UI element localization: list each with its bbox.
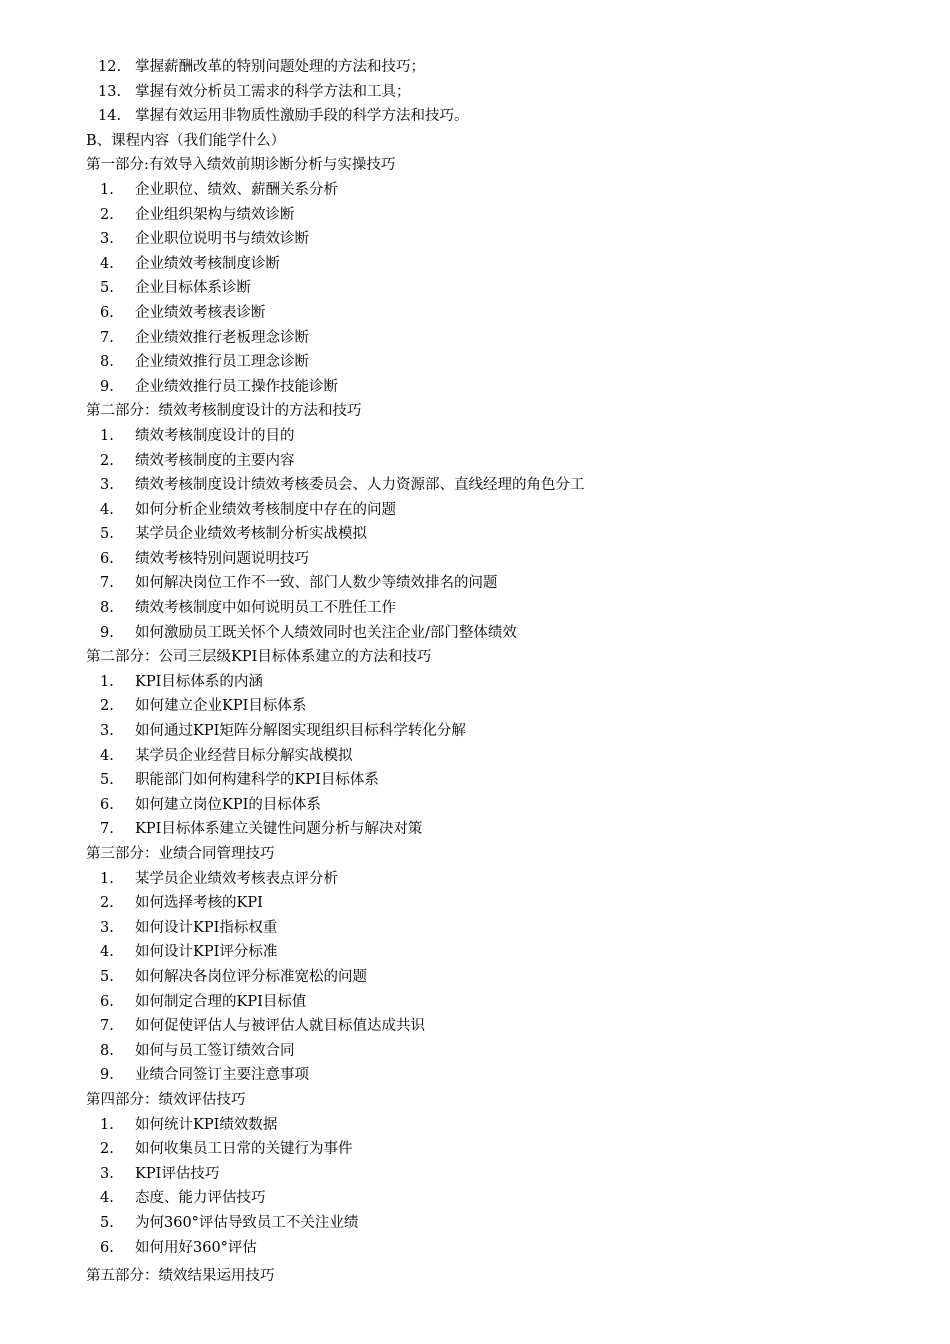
list-item — [86, 276, 926, 301]
list-item-text: 如何通过KPI矩阵分解图实现组织目标科学转化分解 — [135, 723, 466, 740]
list-item — [86, 965, 926, 990]
list-item-text: 态度、能力评估技巧 — [135, 1190, 266, 1207]
list-item-number: 12. — [98, 59, 122, 75]
list-item-text: 企业绩效考核表诊断 — [135, 304, 266, 321]
list-item-text: 如何选择考核的KPI — [135, 895, 263, 912]
list-item-text: 企业绩效考核制度诊断 — [135, 255, 280, 272]
list-item — [86, 768, 926, 793]
list-item — [86, 203, 926, 228]
list-item — [86, 916, 926, 941]
list-item-number: 1. — [100, 427, 114, 444]
document-body — [86, 55, 926, 1260]
list-item — [86, 571, 926, 596]
list-item-text: 如何建立企业KPI目标体系 — [135, 698, 307, 715]
list-item-number: 9. — [100, 624, 114, 641]
list-item-text: 企业目标体系诊断 — [135, 280, 251, 297]
list-item-text: 如何解决各岗位评分标准宽松的问题 — [135, 968, 367, 985]
list-item — [86, 326, 926, 351]
list-item-text: 企业绩效推行员工操作技能诊断 — [135, 378, 338, 395]
list-item-text: 如何制定合理的KPI目标值 — [135, 993, 307, 1010]
list-item — [86, 498, 926, 523]
list-item-number: 4. — [100, 255, 114, 272]
section-title: 第二部分：公司三层级KPI目标体系建立的方法和技巧 — [86, 649, 432, 666]
list-item-number: 2. — [100, 895, 114, 912]
list-item — [86, 694, 926, 719]
list-item-number: 1. — [100, 1116, 114, 1133]
list-item-text: 如何用好360°评估 — [135, 1239, 257, 1256]
list-item-text: 职能部门如何构建科学的KPI目标体系 — [135, 772, 379, 789]
list-item — [86, 104, 926, 129]
section-title: 第二部分：绩效考核制度设计的方法和技巧 — [86, 403, 362, 420]
list-item — [86, 252, 926, 277]
section-title: 第五部分：绩效结果运用技巧 — [86, 1268, 275, 1284]
list-item-number: 3. — [100, 723, 114, 740]
list-item — [86, 744, 926, 769]
list-item-text: 如何设计KPI指标权重 — [135, 919, 278, 936]
list-item-number: 6. — [100, 550, 114, 567]
list-item-text: 企业组织架构与绩效诊断 — [135, 206, 295, 223]
list-item-number: 5. — [100, 280, 114, 297]
list-item-number: 4. — [100, 944, 114, 961]
list-item-number: 5. — [100, 1214, 114, 1231]
course-content-heading: B、课程内容（我们能学什么） — [86, 132, 286, 149]
list-item — [86, 793, 926, 818]
list-item — [86, 473, 926, 498]
list-item-text: 企业绩效推行员工理念诊断 — [135, 354, 309, 371]
list-item-number: 7. — [100, 821, 114, 838]
list-item-number: 9. — [100, 378, 114, 395]
list-item-text: 如何促使评估人与被评估人就目标值达成共识 — [135, 1018, 425, 1035]
list-item-text: 如何设计KPI评分标准 — [135, 944, 278, 961]
list-item-text: 为何360°评估导致员工不关注业绩 — [135, 1214, 359, 1231]
list-item-number: 5. — [100, 772, 114, 789]
list-item-text: KPI评估技巧 — [135, 1165, 220, 1182]
list-item-text: 企业职位、绩效、薪酬关系分析 — [135, 181, 338, 198]
list-item — [86, 891, 926, 916]
list-item-text: 某学员企业经营目标分解实战模拟 — [135, 747, 353, 764]
list-item-text: 如何建立岗位KPI的目标体系 — [135, 796, 321, 813]
list-item — [86, 449, 926, 474]
list-item-text: 如何统计KPI绩效数据 — [135, 1116, 278, 1133]
list-item-text: 掌握有效分析员工需求的科学方法和工具； — [135, 83, 411, 100]
section-title: 第三部分：业绩合同管理技巧 — [86, 846, 275, 862]
list-item-text: 某学员企业绩效考核制分析实战模拟 — [135, 526, 367, 543]
list-item — [86, 1162, 926, 1187]
list-item — [86, 424, 926, 449]
list-item — [86, 1113, 926, 1138]
list-item — [86, 227, 926, 252]
list-item — [86, 940, 926, 965]
list-item — [86, 1063, 926, 1088]
list-item — [86, 55, 926, 80]
list-item — [86, 1039, 926, 1064]
list-item — [86, 547, 926, 572]
list-item — [86, 817, 926, 842]
list-item-number: 2. — [100, 698, 114, 715]
list-item — [86, 522, 926, 547]
list-item-number: 4. — [100, 1190, 114, 1207]
list-item-number: 3. — [100, 919, 114, 936]
list-item-number: 3. — [100, 1165, 114, 1182]
list-item — [86, 350, 926, 375]
list-item-number: 2. — [100, 1141, 114, 1158]
list-item-text: 如何激励员工既关怀个人绩效同时也关注企业/部门整体绩效 — [135, 624, 517, 641]
list-item-number: 5. — [100, 526, 114, 543]
list-item-text: 绩效考核制度的主要内容 — [135, 452, 295, 469]
list-item — [86, 1186, 926, 1211]
list-item-number: 3. — [100, 477, 114, 494]
section-title: 第一部分:有效导入绩效前期诊断分析与实操技巧 — [86, 157, 396, 174]
list-item-number: 2. — [100, 452, 114, 469]
list-item-number: 1. — [100, 181, 114, 198]
list-item-number: 6. — [100, 993, 114, 1010]
list-item-number: 13. — [98, 83, 122, 100]
list-item — [86, 301, 926, 326]
list-item-number: 14. — [98, 108, 122, 125]
list-item — [86, 596, 926, 621]
list-item-text: KPI目标体系建立关键性问题分析与解决对策 — [135, 821, 423, 838]
list-item — [86, 178, 926, 203]
list-item-number: 7. — [100, 329, 114, 346]
list-item — [86, 990, 926, 1015]
list-item — [86, 375, 926, 400]
list-item-text: KPI目标体系的内涵 — [135, 673, 263, 690]
list-item-number: 1. — [100, 673, 114, 690]
list-item-number: 4. — [100, 501, 114, 518]
list-item-number: 5. — [100, 968, 114, 985]
list-item-text: 绩效考核制度中如何说明员工不胜任工作 — [135, 600, 396, 617]
list-item-text: 如何与员工签订绩效合同 — [135, 1042, 295, 1059]
list-item-number: 9. — [100, 1067, 114, 1084]
list-item-number: 6. — [100, 304, 114, 321]
list-item-text: 绩效考核特别问题说明技巧 — [135, 550, 309, 567]
list-item — [86, 621, 926, 646]
list-item-text: 企业绩效推行老板理念诊断 — [135, 329, 309, 346]
list-item-number: 2. — [100, 206, 114, 223]
list-item-text: 绩效考核制度设计绩效考核委员会、人力资源部、直线经理的角色分工 — [135, 477, 585, 494]
list-item-text: 企业职位说明书与绩效诊断 — [135, 231, 309, 248]
list-item-text: 如何分析企业绩效考核制度中存在的问题 — [135, 501, 396, 518]
list-item-text: 如何解决岗位工作不一致、部门人数少等绩效排名的问题 — [135, 575, 498, 592]
list-item-number: 3. — [100, 231, 114, 248]
list-item — [86, 670, 926, 695]
list-item-number: 1. — [100, 870, 114, 887]
list-item — [86, 80, 926, 105]
list-item-number: 4. — [100, 747, 114, 764]
list-item-number: 6. — [100, 1239, 114, 1256]
list-item-text: 掌握薪酬改革的特别问题处理的方法和技巧； — [135, 59, 425, 75]
list-item-text: 某学员企业绩效考核表点评分析 — [135, 870, 338, 887]
list-item-text: 业绩合同签订主要注意事项 — [135, 1067, 309, 1084]
list-item — [86, 867, 926, 892]
list-item-text: 绩效考核制度设计的目的 — [135, 427, 295, 444]
section-heading-5 — [86, 1264, 926, 1289]
list-item-text: 掌握有效运用非物质性激励手段的科学方法和技巧。 — [135, 108, 469, 125]
list-item-number: 8. — [100, 600, 114, 617]
list-item-number: 7. — [100, 575, 114, 592]
section-title: 第四部分：绩效评估技巧 — [86, 1091, 246, 1108]
list-item — [86, 1211, 926, 1236]
list-item-number: 7. — [100, 1018, 114, 1035]
list-item — [86, 719, 926, 744]
list-item-number: 8. — [100, 1042, 114, 1059]
list-item — [86, 1137, 926, 1162]
list-item-number: 8. — [100, 354, 114, 371]
list-item-number: 6. — [100, 796, 114, 813]
list-item-text: 如何收集员工日常的关键行为事件 — [135, 1141, 353, 1158]
list-item — [86, 1236, 926, 1261]
list-item — [86, 1014, 926, 1039]
